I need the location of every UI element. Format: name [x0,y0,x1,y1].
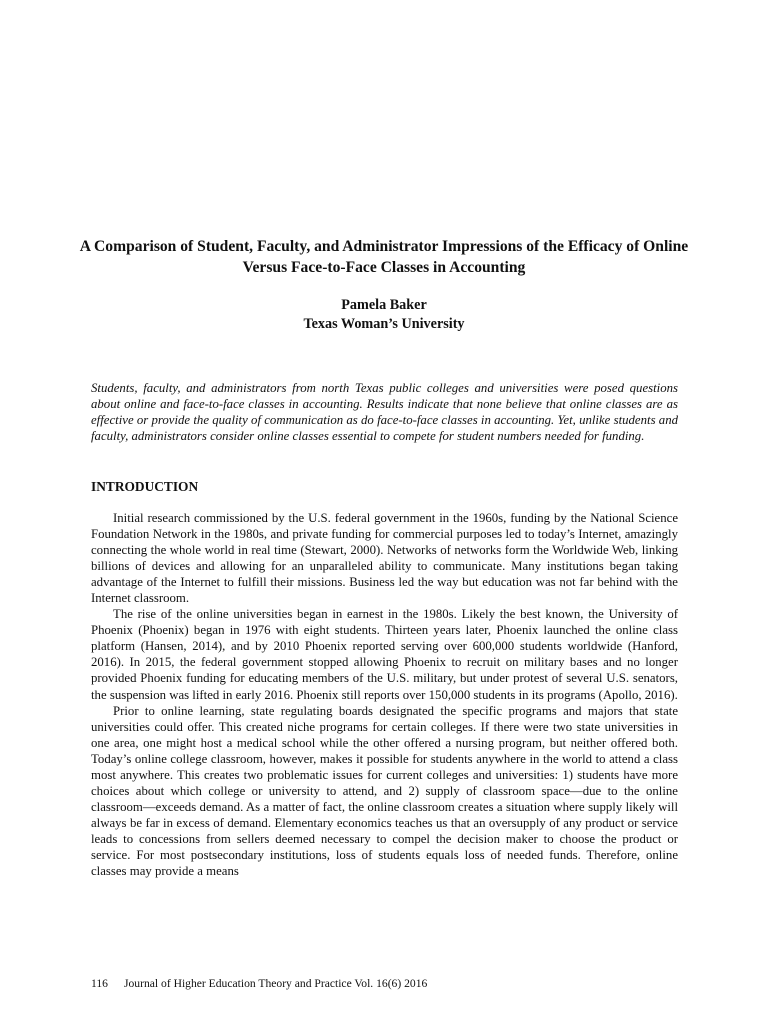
introduction-body [91,510,678,879]
page-number: 116 [91,977,108,990]
article-title: A Comparison of Student, Faculty, and Administrator Impressions of the Efficacy of Online Versus Face-to-Face Classes in Accounting [79,238,689,276]
section-heading-introduction: INTRODUCTION [91,479,199,494]
body-paragraph: Initial research commissioned by the U.S. federal government in the 1960s, funding by the National Science Foundation Network in the 1980s, and private funding for commercial purposes led to today’s Internet, amazingly connecting the whole world in real time (Stewart, 2000). Networks of networks form the Worldwide Web, linking billions of devices and allowing for an unparalleled ability to communicate. Many institutions began taking advantage of the Internet to fulfill their missions. Business led the way but education was not far behind with the Internet classroom. [91,511,678,606]
journal-citation: Journal of Higher Education Theory and Practice Vol. 16(6) 2016 [124,977,428,990]
abstract: Students, faculty, and administrators from north Texas public colleges and universities were posed questions about online and face-to-face classes in accounting. Results indicate that none believe that online classes are as effective or provide the quality of communication as do face-to-face classes in accounting. Yet, unlike students and faculty, administrators consider online classes essential to compete for student numbers needed for funding. [91,381,678,444]
author-block [60,296,708,333]
author-name: Pamela Baker [341,297,427,313]
author-affiliation: Texas Woman’s University [303,315,465,332]
page-footer [91,977,427,991]
body-paragraph: Prior to online learning, state regulating boards designated the specific programs and majors that state universities could offer. This created niche programs for certain colleges. If there were two state universities in one area, one might host a medical school while the other offered a nursing program, but neither offered both. Today’s online college classroom, however, makes it possible for students anywhere in the world to attend a class most anywhere. This creates two problematic issues for current colleges and universities: 1) students have more choices about which college or university to attend, and 2) supply of classroom space—due to the online classroom—exceeds demand. As a matter of fact, the online classroom creates a situation where supply likely will always be far in excess of demand. Elementary economics teaches us that an oversupply of any product or service leads to concessions from sellers deemed necessary to compel the decision maker to choose the product or service. For most postsecondary institutions, loss of students equals loss of needed funds. Therefore, online classes may provide a means [91,703,678,879]
body-paragraph: The rise of the online universities began in earnest in the 1980s. Likely the best known, the University of Phoenix (Phoenix) began in 1976 with eight students. Thirteen years later, Phoenix launched the online class platform (Hansen, 2014), and by 2010 Phoenix reported serving over 600,000 students worldwide (Hanford, 2016). In 2015, the federal government stopped allowing Phoenix to recruit on military bases and no longer provided Phoenix funding for educating members of the U.S. military, but under protest of several U.S. senators, the suspension was lifted in early 2016. Phoenix still reports over 150,000 students in its programs (Apollo, 2016). [91,607,678,702]
